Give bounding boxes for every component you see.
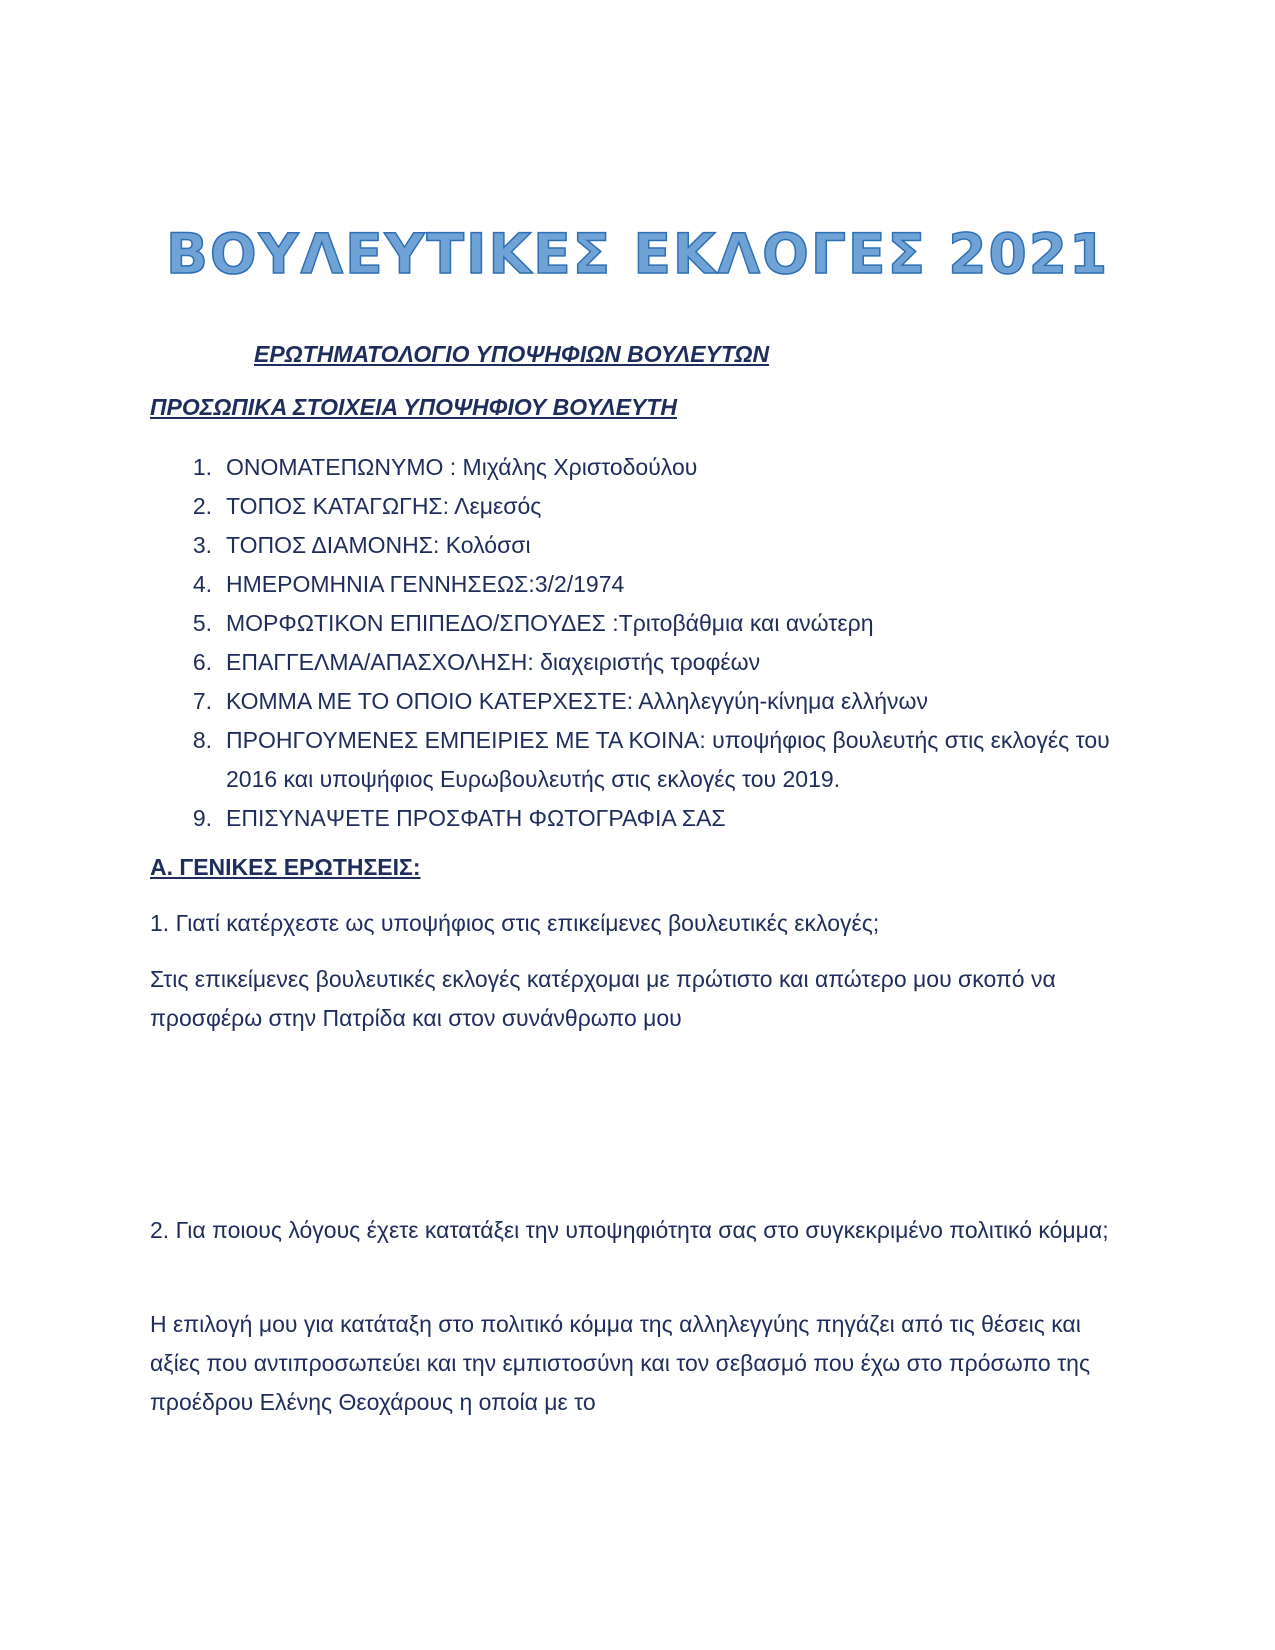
list-item <box>150 721 1110 799</box>
list-item-number: 9. <box>192 805 212 831</box>
list-item <box>150 682 1110 721</box>
question-2: 2. Για ποιους λόγους έχετε κατατάξει την υποψηφιότητα σας στο συγκεκριμένο πολιτικό κόμμα; <box>150 1217 1109 1243</box>
list-item <box>150 565 1110 604</box>
list-item-number: 8. <box>192 727 212 753</box>
list-item-number: 2. <box>192 493 212 519</box>
answer-2: Η επιλογή μου για κατάταξη στο πολιτικό κόμμα της αλληλεγγύης πηγάζει από τις θέσεις και αξίες που αντιπροσωπεύει και την εμπιστοσύνη και τον σεβασμό που έχω στο πρόσωπο της προέδρου Ελένης Θεοχάρους η οποία με το <box>150 1311 1091 1415</box>
list-item <box>150 643 1110 682</box>
list-item-text: ΚΟΜΜΑ ΜΕ ΤΟ ΟΠΟΙΟ ΚΑΤΕΡΧΕΣΤΕ: Αλληλεγγύη-κίνημα ελλήνων <box>226 688 929 714</box>
list-item-text: ΜΟΡΦΩΤΙΚΟΝ ΕΠΙΠΕΔΟ/ΣΠΟΥΔΕΣ :Τριτοβάθμια και ανώτερη <box>226 610 874 636</box>
list-item <box>150 799 1110 838</box>
answer-1: Στις επικείμενες βουλευτικές εκλογές κατέρχομαι με πρώτιστο και απώτερο μου σκοπό να προσφέρω στην Πατρίδα και στον συνάνθρωπο μου <box>150 966 1056 1031</box>
list-item-number: 6. <box>192 649 212 675</box>
list-item <box>150 604 1110 643</box>
list-item-number: 4. <box>192 571 212 597</box>
list-item <box>150 526 1110 565</box>
personal-details-list <box>150 448 1110 838</box>
personal-details-heading: ΠΡΟΣΩΠΙΚΑ ΣΤΟΙΧΕΙΑ ΥΠΟΨΗΦΙΟΥ ΒΟΥΛΕΥΤΗ <box>150 394 677 420</box>
questionnaire-subtitle: ΕΡΩΤΗΜΑΤΟΛΟΓΙΟ ΥΠΟΨΗΦΙΩΝ ΒΟΥΛΕΥΤΩΝ <box>254 341 770 367</box>
list-item-number: 1. <box>192 454 212 480</box>
question-1: 1. Γιατί κατέρχεστε ως υποψήφιος στις επικείμενες βουλευτικές εκλογές; <box>150 910 880 936</box>
list-item-text: ΕΠΑΓΓΕΛΜΑ/ΑΠΑΣΧΟΛΗΣΗ: διαχειριστής τροφέων <box>226 649 761 675</box>
general-questions-heading: Α. ΓΕΝΙΚΕΣ ΕΡΩΤΗΣΕΙΣ: <box>150 854 421 880</box>
list-item-number: 3. <box>192 532 212 558</box>
list-item-text: ΤΟΠΟΣ ΚΑΤΑΓΩΓΗΣ: Λεμεσός <box>226 493 542 519</box>
list-item-text: ΕΠΙΣΥΝΑΨΕΤΕ ΠΡΟΣΦΑΤΗ ΦΩΤΟΓΡΑΦΙΑ ΣΑΣ <box>226 805 726 831</box>
list-item <box>150 448 1110 487</box>
list-item-number: 5. <box>192 610 212 636</box>
document-title: ΒΟΥΛΕΥΤΙΚΕΣ ΕΚΛΟΓΕΣ 2021 <box>166 222 1110 286</box>
list-item <box>150 487 1110 526</box>
list-item-text: ΤΟΠΟΣ ΔΙΑΜΟΝΗΣ: Κολόσσι <box>226 532 531 558</box>
list-item-number: 7. <box>192 688 212 714</box>
list-item-text: ΟΝΟΜΑΤΕΠΩΝΥΜΟ : Μιχάλης Χριστοδούλου <box>226 454 698 480</box>
list-item-text: ΗΜΕΡΟΜΗΝΙΑ ΓΕΝΝΗΣΕΩΣ:3/2/1974 <box>226 571 625 597</box>
list-item-text: ΠΡΟΗΓΟΥΜΕΝΕΣ ΕΜΠΕΙΡΙΕΣ ΜΕ ΤΑ ΚΟΙΝΑ: υποψήφιος βουλευτής στις εκλογές του 2016 και υποψήφιος Ευρωβουλευτής στις εκλογές του 2019. <box>226 727 1110 792</box>
